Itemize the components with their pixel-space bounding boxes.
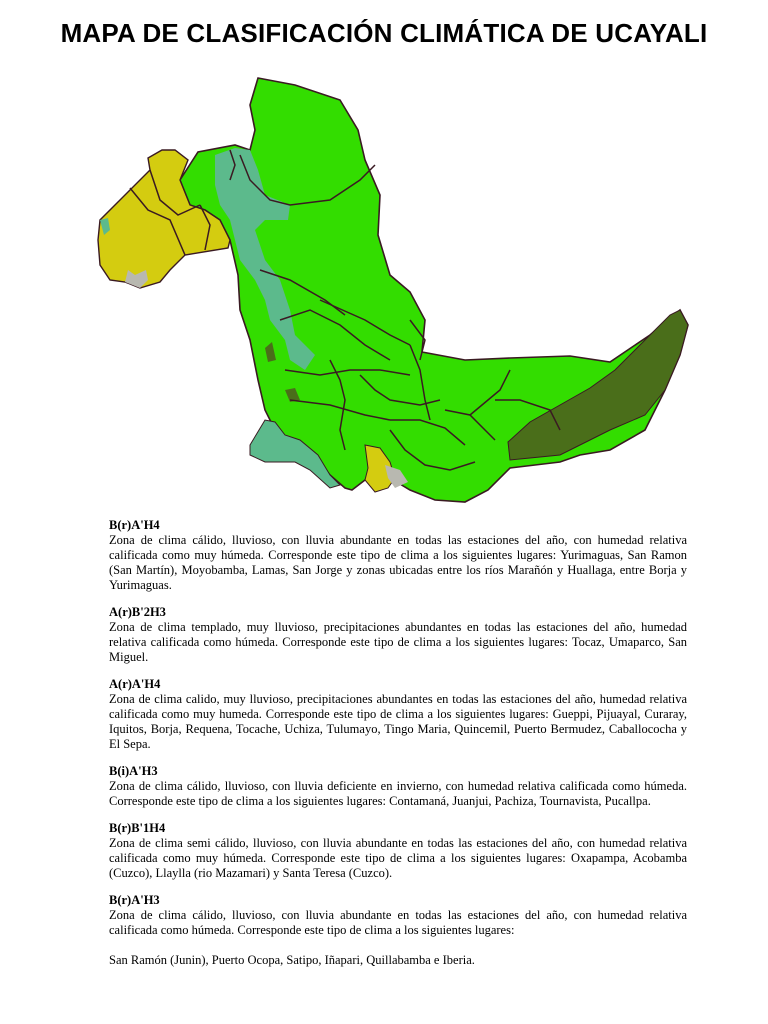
climate-description: Zona de clima cálido, lluvioso, con lluvia deficiente en invierno, con humedad relativa calificada como húmeda. Corresponde este tipo de clima a los siguientes lugares: Contamaná, Juanjui, Pachiza, Tournavista, Pucallpa. [109, 779, 687, 808]
climate-trailing-places: San Ramón (Junin), Puerto Ocopa, Satipo, Iñapari, Quillabamba e Iberia. [109, 953, 475, 967]
climate-list [109, 518, 687, 980]
climate-section [109, 821, 687, 881]
climate-description: Zona de clima calido, muy lluvioso, precipitaciones abundantes en todas las estaciones del año, humedad relativa calificada como muy humeda. Corresponde este tipo de clima a los siguientes lugares: Gueppi, Pijuayal, Curaray, Iquitos, Borja, Requena, Tocache, Uchiza, Tulumayo, Tingo Maria, Quincemil, Puerto Bermudez, Caballococha y El Sepa. [109, 692, 687, 751]
climate-description: Zona de clima cálido, lluvioso, con lluvia abundante en todas las estaciones del año, con humedad relativa calificada como húmeda. Corresponde este tipo de clima a los siguientes lugares: [109, 908, 687, 937]
climate-section [109, 605, 687, 665]
page-title: MAPA DE CLASIFICACIÓN CLIMÁTICA DE UCAYALI [60, 18, 708, 48]
climate-code: B(r)A'H3 [109, 893, 160, 907]
climate-code: B(r)A'H4 [109, 518, 160, 532]
climate-code: A(r)B'2H3 [109, 605, 166, 619]
climate-description: Zona de clima cálido, lluvioso, con lluvia abundante en todas las estaciones del año, con humedad relativa calificada como muy húmeda. Corresponde este tipo de clima a los siguientes lugares: Yurimaguas, San Ramon (San Martín), Moyobamba, Lamas, San Jorge y zonas ubicadas entre los ríos Marañón y Huallaga, entre Borja y Yurimaguas. [109, 533, 687, 592]
climate-code: A(r)A'H4 [109, 677, 161, 691]
climate-map [90, 70, 700, 510]
climate-section [109, 518, 687, 593]
climate-description: Zona de clima semi cálido, lluvioso, con lluvia abundante en todas las estaciones del año, con humedad relativa calificada como muy húmeda. Corresponde este tipo de clima a los siguientes lugares: Oxapampa, Acobamba (Cuzco), Llaylla (rio Mazamari) y Santa Teresa (Cuzco). [109, 836, 687, 880]
climate-section [109, 764, 687, 809]
climate-code: B(r)B'1H4 [109, 821, 166, 835]
climate-section [109, 893, 687, 968]
climate-description: Zona de clima templado, muy lluvioso, precipitaciones abundantes en todas las estaciones del año, humedad relativa calificada como húmeda. Corresponde este tipo de clima a los siguientes lugares: Tocaz, Umaparco, San Miguel. [109, 620, 687, 664]
climate-code: B(i)A'H3 [109, 764, 158, 778]
climate-section [109, 677, 687, 752]
